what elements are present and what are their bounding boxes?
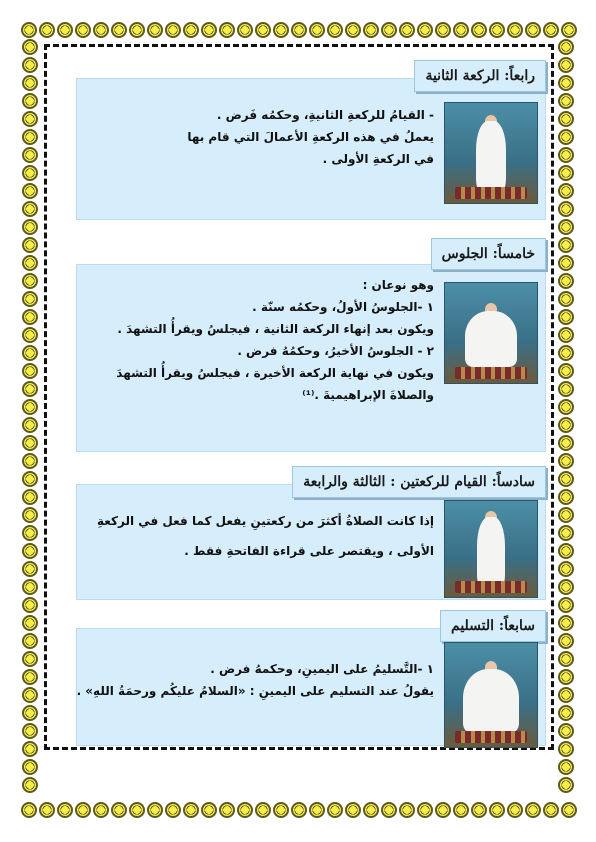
- border-ring-ornament: [22, 57, 38, 73]
- text-line: ويكون في نهاية الركعة الأخيرة ، فيجلسُ ويقرأُ التشهدَ: [116, 366, 434, 380]
- border-ring-ornament: [363, 802, 379, 818]
- border-ring-ornament: [435, 22, 451, 38]
- border-ring-ornament: [399, 22, 415, 38]
- tasleem-prayer-photo: [444, 642, 538, 748]
- border-ring-ornament: [22, 435, 38, 451]
- border-ring-ornament: [111, 22, 127, 38]
- border-ring-ornament: [39, 802, 55, 818]
- border-ring-ornament: [558, 705, 574, 721]
- section-tasleem: [76, 606, 546, 748]
- border-ring-ornament: [558, 39, 574, 55]
- border-ring-ornament: [22, 543, 38, 559]
- border-ring-ornament: [558, 75, 574, 91]
- border-top: [20, 20, 578, 42]
- border-ring-ornament: [558, 93, 574, 109]
- border-ring-ornament: [219, 802, 235, 818]
- border-ring-ornament: [558, 363, 574, 379]
- border-ring-ornament: [558, 237, 574, 253]
- border-ring-ornament: [21, 22, 37, 38]
- text-line: ١ -التَّسليمُ على اليمينِ، وحكمهُ فرض .: [210, 662, 434, 676]
- border-ring-ornament: [309, 802, 325, 818]
- border-ring-ornament: [22, 651, 38, 667]
- section-title: خامساً: الجلوس: [431, 238, 546, 270]
- border-ring-ornament: [57, 22, 73, 38]
- border-ring-ornament: [75, 802, 91, 818]
- border-ring-ornament: [558, 579, 574, 595]
- border-ring-ornament: [558, 219, 574, 235]
- border-ring-ornament: [22, 255, 38, 271]
- border-ring-ornament: [558, 291, 574, 307]
- border-ring-ornament: [237, 802, 253, 818]
- border-ring-ornament: [273, 22, 289, 38]
- border-ring-ornament: [525, 802, 541, 818]
- border-ring-ornament: [129, 802, 145, 818]
- border-ring-ornament: [489, 802, 505, 818]
- border-ring-ornament: [22, 561, 38, 577]
- border-ring-ornament: [22, 39, 38, 55]
- text-line: ويكون بعد إنهاء الركعة الثانية ، فيجلسُ ويقرأُ التشهدَ .: [117, 322, 434, 336]
- border-ring-ornament: [558, 255, 574, 271]
- border-ring-ornament: [558, 759, 574, 775]
- border-ring-ornament: [22, 183, 38, 199]
- border-ring-ornament: [291, 802, 307, 818]
- border-ring-ornament: [558, 435, 574, 451]
- border-ring-ornament: [417, 22, 433, 38]
- section-sitting: [76, 234, 546, 454]
- border-ring-ornament: [22, 237, 38, 253]
- border-ring-ornament: [399, 802, 415, 818]
- text-line: وهو نوعان :: [362, 278, 434, 292]
- text-line: إذا كانت الصلاةُ أكثرَ من ركعتينِ يفعل كما فعل في الركعةِ: [96, 514, 434, 528]
- border-ring-ornament: [129, 22, 145, 38]
- border-ring-ornament: [417, 802, 433, 818]
- border-ring-ornament: [327, 22, 343, 38]
- section-second-rakah: [76, 56, 546, 224]
- border-ring-ornament: [381, 802, 397, 818]
- border-ring-ornament: [543, 22, 559, 38]
- text-line: يقولُ عند التسليم على اليمينِ : «السلامُ عليكُم ورحمَةُ اللهِ» .: [76, 684, 434, 698]
- border-ring-ornament: [22, 327, 38, 343]
- border-ring-ornament: [22, 453, 38, 469]
- border-ring-ornament: [183, 802, 199, 818]
- border-ring-ornament: [561, 22, 577, 38]
- border-ring-ornament: [558, 399, 574, 415]
- text-line: ١ -الجلوسُ الأولُ، وحكمُه سنّة .: [252, 300, 434, 314]
- border-ring-ornament: [22, 165, 38, 181]
- border-ring-ornament: [558, 543, 574, 559]
- border-ring-ornament: [291, 22, 307, 38]
- border-ring-ornament: [561, 802, 577, 818]
- section-text: [82, 510, 434, 562]
- border-ring-ornament: [558, 561, 574, 577]
- border-ring-ornament: [558, 471, 574, 487]
- border-ring-ornament: [525, 22, 541, 38]
- section-title: سابعاً: التسليم: [440, 610, 546, 642]
- section-text: [82, 104, 434, 170]
- border-ring-ornament: [558, 183, 574, 199]
- border-ring-ornament: [165, 802, 181, 818]
- border-ring-ornament: [327, 802, 343, 818]
- text-line: ٢ - الجلوسُ الأخيرُ، وحكمُهُ فرض .: [237, 344, 434, 358]
- border-ring-ornament: [22, 471, 38, 487]
- border-ring-ornament: [57, 802, 73, 818]
- border-ring-ornament: [22, 597, 38, 613]
- border-ring-ornament: [558, 327, 574, 343]
- border-ring-ornament: [22, 615, 38, 631]
- border-ring-ornament: [255, 802, 271, 818]
- border-ring-ornament: [22, 687, 38, 703]
- border-ring-ornament: [453, 22, 469, 38]
- border-ring-ornament: [471, 802, 487, 818]
- border-ring-ornament: [22, 759, 38, 775]
- border-ring-ornament: [21, 802, 37, 818]
- border-ring-ornament: [22, 741, 38, 757]
- border-ring-ornament: [22, 381, 38, 397]
- border-ring-ornament: [558, 489, 574, 505]
- border-left: [20, 38, 42, 794]
- sitting-prayer-photo: [444, 282, 538, 384]
- section-title: رابعاً: الركعة الثانية: [414, 60, 546, 92]
- border-ring-ornament: [558, 633, 574, 649]
- border-ring-ornament: [22, 705, 38, 721]
- border-ring-ornament: [273, 802, 289, 818]
- section-standing-third-fourth: [76, 462, 546, 600]
- border-ring-ornament: [489, 22, 505, 38]
- border-ring-ornament: [558, 165, 574, 181]
- border-ring-ornament: [22, 201, 38, 217]
- border-ring-ornament: [558, 201, 574, 217]
- border-ring-ornament: [39, 22, 55, 38]
- border-ring-ornament: [558, 741, 574, 757]
- border-ring-ornament: [22, 309, 38, 325]
- border-ring-ornament: [219, 22, 235, 38]
- border-ring-ornament: [111, 802, 127, 818]
- border-ring-ornament: [255, 22, 271, 38]
- border-ring-ornament: [165, 22, 181, 38]
- border-ring-ornament: [558, 129, 574, 145]
- border-ring-ornament: [558, 453, 574, 469]
- border-ring-ornament: [201, 22, 217, 38]
- border-ring-ornament: [345, 22, 361, 38]
- border-ring-ornament: [22, 93, 38, 109]
- border-ring-ornament: [75, 22, 91, 38]
- border-ring-ornament: [22, 75, 38, 91]
- border-ring-ornament: [558, 597, 574, 613]
- border-ring-ornament: [22, 345, 38, 361]
- border-ring-ornament: [22, 723, 38, 739]
- border-ring-ornament: [558, 147, 574, 163]
- border-ring-ornament: [558, 507, 574, 523]
- border-ring-ornament: [93, 22, 109, 38]
- border-ring-ornament: [453, 802, 469, 818]
- border-ring-ornament: [558, 273, 574, 289]
- border-ring-ornament: [558, 687, 574, 703]
- section-text: [82, 274, 434, 406]
- border-ring-ornament: [22, 417, 38, 433]
- border-ring-ornament: [507, 802, 523, 818]
- border-ring-ornament: [543, 802, 559, 818]
- border-ring-ornament: [201, 802, 217, 818]
- section-title: سادساً: القيام للركعتين : الثالثة والرابعة: [292, 466, 546, 498]
- border-ring-ornament: [22, 489, 38, 505]
- border-ring-ornament: [93, 802, 109, 818]
- section-text: [76, 658, 434, 702]
- border-ring-ornament: [363, 22, 379, 38]
- border-ring-ornament: [22, 219, 38, 235]
- standing-prayer-photo: [444, 102, 538, 204]
- border-ring-ornament: [558, 651, 574, 667]
- border-ring-ornament: [558, 345, 574, 361]
- border-ring-ornament: [147, 22, 163, 38]
- border-ring-ornament: [558, 615, 574, 631]
- border-ring-ornament: [22, 111, 38, 127]
- border-bottom: [20, 800, 578, 822]
- border-ring-ornament: [22, 363, 38, 379]
- border-ring-ornament: [558, 723, 574, 739]
- border-ring-ornament: [381, 22, 397, 38]
- border-ring-ornament: [558, 381, 574, 397]
- border-ring-ornament: [471, 22, 487, 38]
- border-ring-ornament: [22, 399, 38, 415]
- border-ring-ornament: [558, 525, 574, 541]
- border-ring-ornament: [147, 802, 163, 818]
- border-ring-ornament: [22, 633, 38, 649]
- border-ring-ornament: [22, 525, 38, 541]
- border-ring-ornament: [558, 57, 574, 73]
- border-ring-ornament: [22, 129, 38, 145]
- border-ring-ornament: [22, 291, 38, 307]
- border-ring-ornament: [309, 22, 325, 38]
- text-line: يعملُ في هذه الركعةِ الأعمالَ التي قام بها: [187, 130, 434, 144]
- text-line: والصلاةَ الإبراهيميةَ .⁽¹⁾: [302, 388, 434, 402]
- border-right: [556, 38, 578, 794]
- border-ring-ornament: [183, 22, 199, 38]
- text-line: - القيامُ للركعةِ الثانيةِ، وحكمُه فَرض .: [216, 108, 434, 122]
- border-ring-ornament: [22, 579, 38, 595]
- border-ring-ornament: [22, 273, 38, 289]
- border-ring-ornament: [237, 22, 253, 38]
- border-ring-ornament: [558, 309, 574, 325]
- border-ring-ornament: [22, 147, 38, 163]
- border-ring-ornament: [22, 669, 38, 685]
- border-ring-ornament: [558, 111, 574, 127]
- border-ring-ornament: [507, 22, 523, 38]
- border-ring-ornament: [558, 417, 574, 433]
- standing-prayer-photo: [444, 500, 538, 598]
- border-ring-ornament: [22, 507, 38, 523]
- border-ring-ornament: [345, 802, 361, 818]
- text-line: في الركعةِ الأولى .: [322, 152, 434, 166]
- text-line: الأولى ، ويقتصر على قراءة الفاتحةِ فقط .: [184, 544, 434, 558]
- border-ring-ornament: [558, 777, 574, 793]
- border-ring-ornament: [435, 802, 451, 818]
- border-ring-ornament: [22, 777, 38, 793]
- border-ring-ornament: [558, 669, 574, 685]
